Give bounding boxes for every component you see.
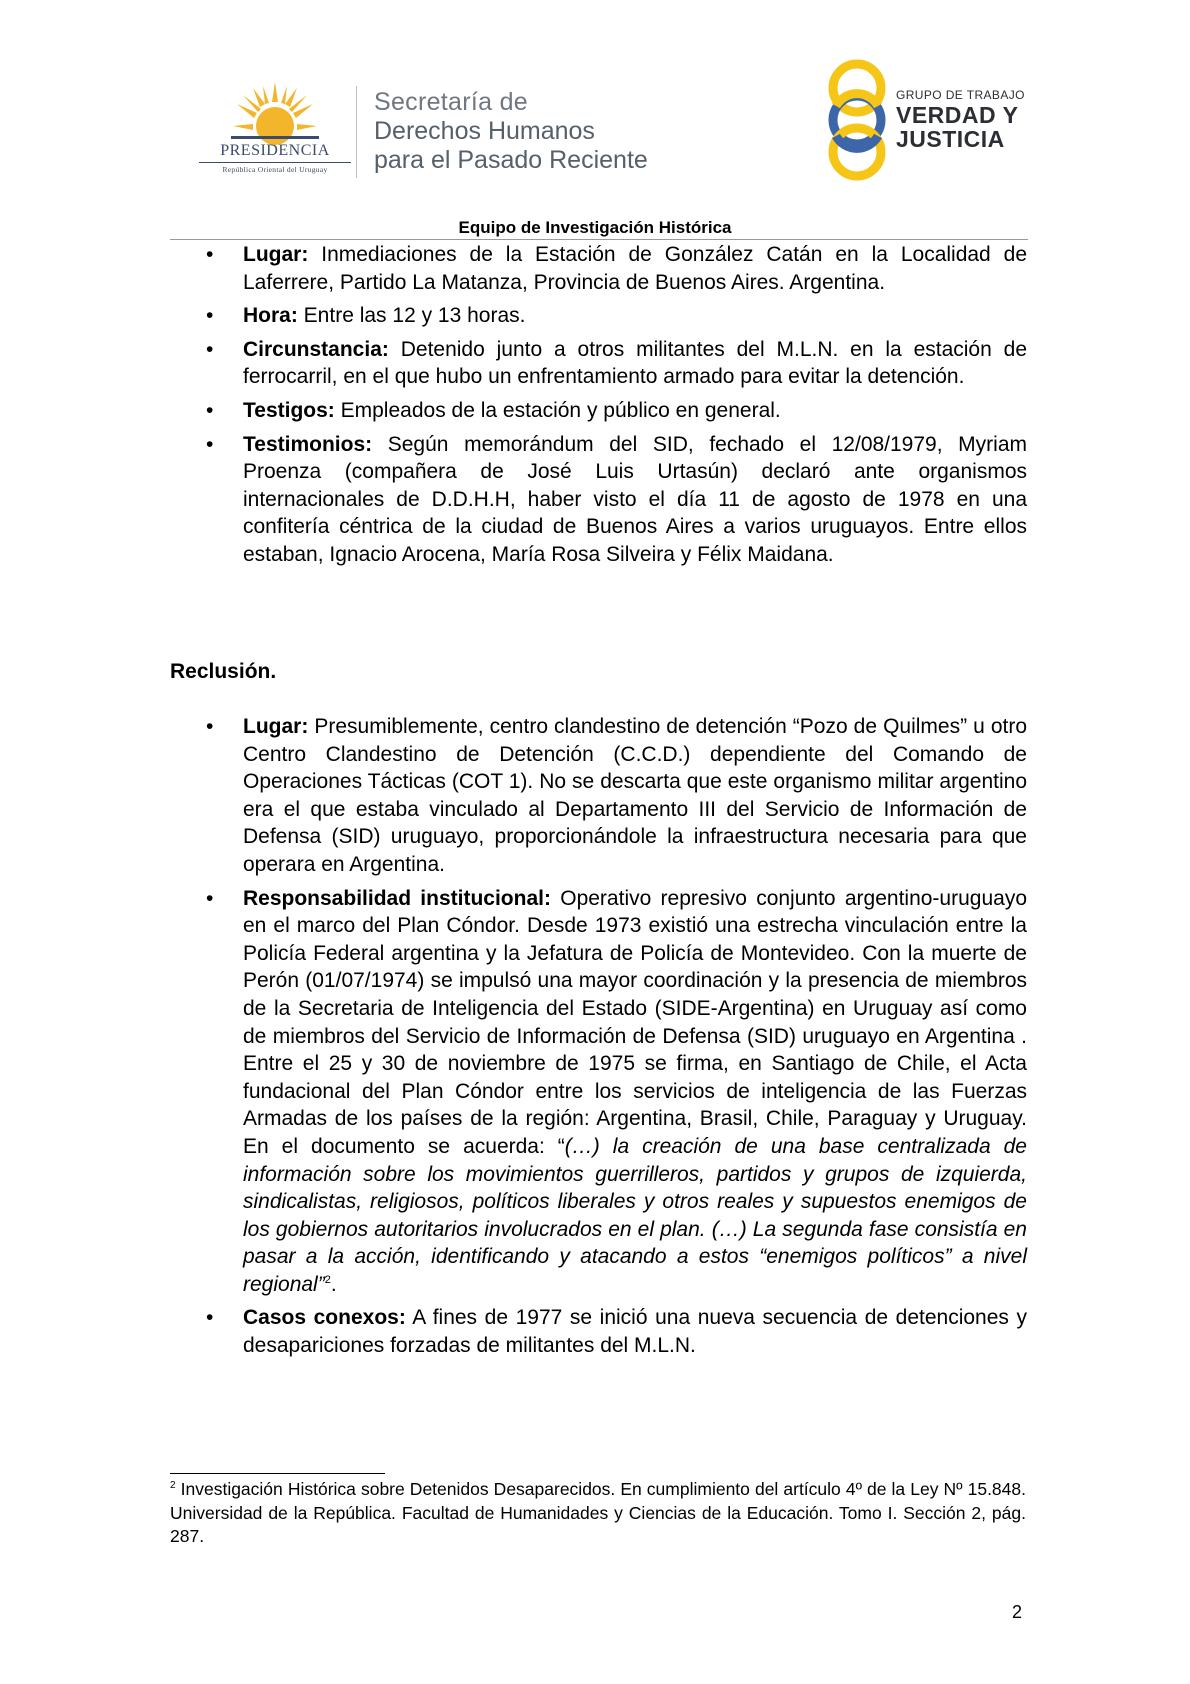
item-text: Inmediaciones de la Estación de González Catán en la Localidad de Laferrere, Partido La Matanza, Provincia de Buenos Aires. Argentina. xyxy=(243,243,1027,294)
item-text: Detenido junto a otros militantes del M.L.N. en la estación de ferrocarril, en el que hubo un enfrentamiento armado para evitar la detención. xyxy=(243,337,1027,389)
secretaria-line-3: para el Pasado Reciente xyxy=(374,146,648,174)
footnote-text: Investigación Histórica sobre Detenidos Desaparecidos. En cumplimiento del artículo 4º de la Ley Nº 15.848. Universidad de la República. Facultad de Humanidades y Ciencias de la Educación. Tomo I. Sección 2, pág. 287. xyxy=(170,1479,1026,1546)
list-item xyxy=(0,1304,1027,1359)
item-text-end: . xyxy=(330,1272,337,1296)
verdad-justicia-logo xyxy=(822,58,1032,183)
list-item xyxy=(0,431,1027,569)
item-label: Responsabilidad institucional: xyxy=(243,886,551,910)
list-item xyxy=(0,241,1027,296)
bullet-icon: • xyxy=(206,337,214,361)
item-text: Empleados de la estación y público en general. xyxy=(334,398,781,422)
item-label: Testigos: xyxy=(243,398,335,422)
list-item xyxy=(0,397,1027,425)
sun-icon xyxy=(231,80,319,146)
plan-condor-quote: (…) la creación de una base centralizada de información sobre los movimientos guerrilleros, partidos y grupos de izquierda, sindicalistas, religiosos, políticos liberales y otros reales y supuestos enemigos de los gobiernos autoritarios involucrados en el plan. (…) La segunda fase consistía en pasar a la acción, identificando y atacando a estos “enemigos políticos” a nivel regional” xyxy=(243,1134,1027,1296)
footnote-separator xyxy=(170,1473,385,1474)
gtvj-line-2: JUSTICIA xyxy=(896,126,1005,152)
item-text: Según memorándum del SID, fechado el 12/08/1979, Myriam Proenza (compañera de José Luis Urtasún) declaró ante organismos internacionales de D.D.H.H, haber visto el día 11 de agosto de 1978 en una confitería céntrica de la ciudad de Buenos Aires a varios uruguayos. Entre ellos estaban, Ignacio Arocena, María Rosa Silveira y Félix Maidana. xyxy=(243,432,1027,566)
footnote-number: 2 xyxy=(170,1480,176,1492)
item-text: Operativo represivo conjunto argentino-uruguayo en el marco del Plan Cóndor. Desde 1973 existió una estrecha vinculación entre la Policía Federal argentina y la Jefatura de Policía de Montevideo. Con la muerte de Perón (01/07/1974) se impulsó una mayor coordinación y la presencia de miembros de la Secretaria de Inteligencia del Estado (SIDE-Argentina) en Uruguay así como de miembros del Servicio de Información de Defensa (SID) uruguayo en Argentina . Entre el 25 y 30 de noviembre de 1975 se firma, en Santiago de Chile, el Acta fundacional del Plan Cóndor entre los servicios de inteligencia de las Fuerzas Armadas de los países de la región: Argentina, Brasil, Chile, Paraguay y Uruguay. En el documento se acuerda: “ xyxy=(243,886,1027,1158)
presidencia-logo xyxy=(195,80,355,180)
footnote xyxy=(170,1478,1026,1549)
secretaria-line-2: Derechos Humanos xyxy=(374,117,595,145)
list-item xyxy=(0,336,1027,391)
presidencia-subtitle: República Oriental del Uruguay xyxy=(222,165,328,174)
item-label: Circunstancia: xyxy=(243,337,389,361)
item-text: A fines de 1977 se inició una nueva secuencia de detenciones y desapariciones forzadas de militantes del M.L.N. xyxy=(243,1306,1027,1358)
gtvj-line-1: VERDAD Y xyxy=(896,102,1019,128)
bullet-icon: • xyxy=(206,886,214,910)
secretaria-line-1: Secretaría de xyxy=(374,88,528,116)
gtvj-small-text: GRUPO DE TRABAJO xyxy=(896,88,1025,102)
item-label: Lugar: xyxy=(243,243,309,266)
interlocked-rings-icon xyxy=(822,58,892,183)
bullet-icon: • xyxy=(206,398,214,422)
list-item xyxy=(0,885,1027,1299)
unit-header: Equipo de Investigación Histórica xyxy=(458,218,732,237)
detention-list xyxy=(0,241,1027,575)
presidencia-underline xyxy=(199,162,351,163)
page-number: 2 xyxy=(1012,1602,1023,1622)
secretaria-title xyxy=(374,88,648,175)
list-item xyxy=(0,302,1027,330)
bullet-icon: • xyxy=(206,432,214,456)
list-item xyxy=(0,713,1027,879)
reclusion-list xyxy=(0,713,1027,1366)
item-label: Casos conexos: xyxy=(243,1306,406,1330)
section-heading-reclusion: Reclusión. xyxy=(170,660,277,683)
bullet-icon: • xyxy=(206,715,214,738)
header-rule xyxy=(170,239,1028,240)
bullet-icon: • xyxy=(206,243,214,266)
item-label: Lugar: xyxy=(243,715,309,738)
presidencia-wordmark: PRESIDENCIA xyxy=(220,142,330,159)
item-text: Entre las 12 y 13 horas. xyxy=(297,304,526,328)
bullet-icon: • xyxy=(206,1306,214,1330)
item-text: Presumiblemente, centro clandestino de detención “Pozo de Quilmes” u otro Centro Clandestino de Detención (C.C.D.) dependiente del Comando de Operaciones Tácticas (COT 1). No se descarta que este organismo militar argentino era el que estaba vinculado al Departamento III del Servicio de Información de Defensa (SID) uruguayo, proporcionándole la infraestructura necesaria para que operara en Argentina. xyxy=(243,715,1027,876)
footnote-reference[interactable]: 2 xyxy=(324,1273,331,1286)
item-label: Testimonios: xyxy=(243,432,373,456)
bullet-icon: • xyxy=(206,304,214,328)
item-label: Hora: xyxy=(243,304,298,328)
header-divider xyxy=(356,86,357,178)
